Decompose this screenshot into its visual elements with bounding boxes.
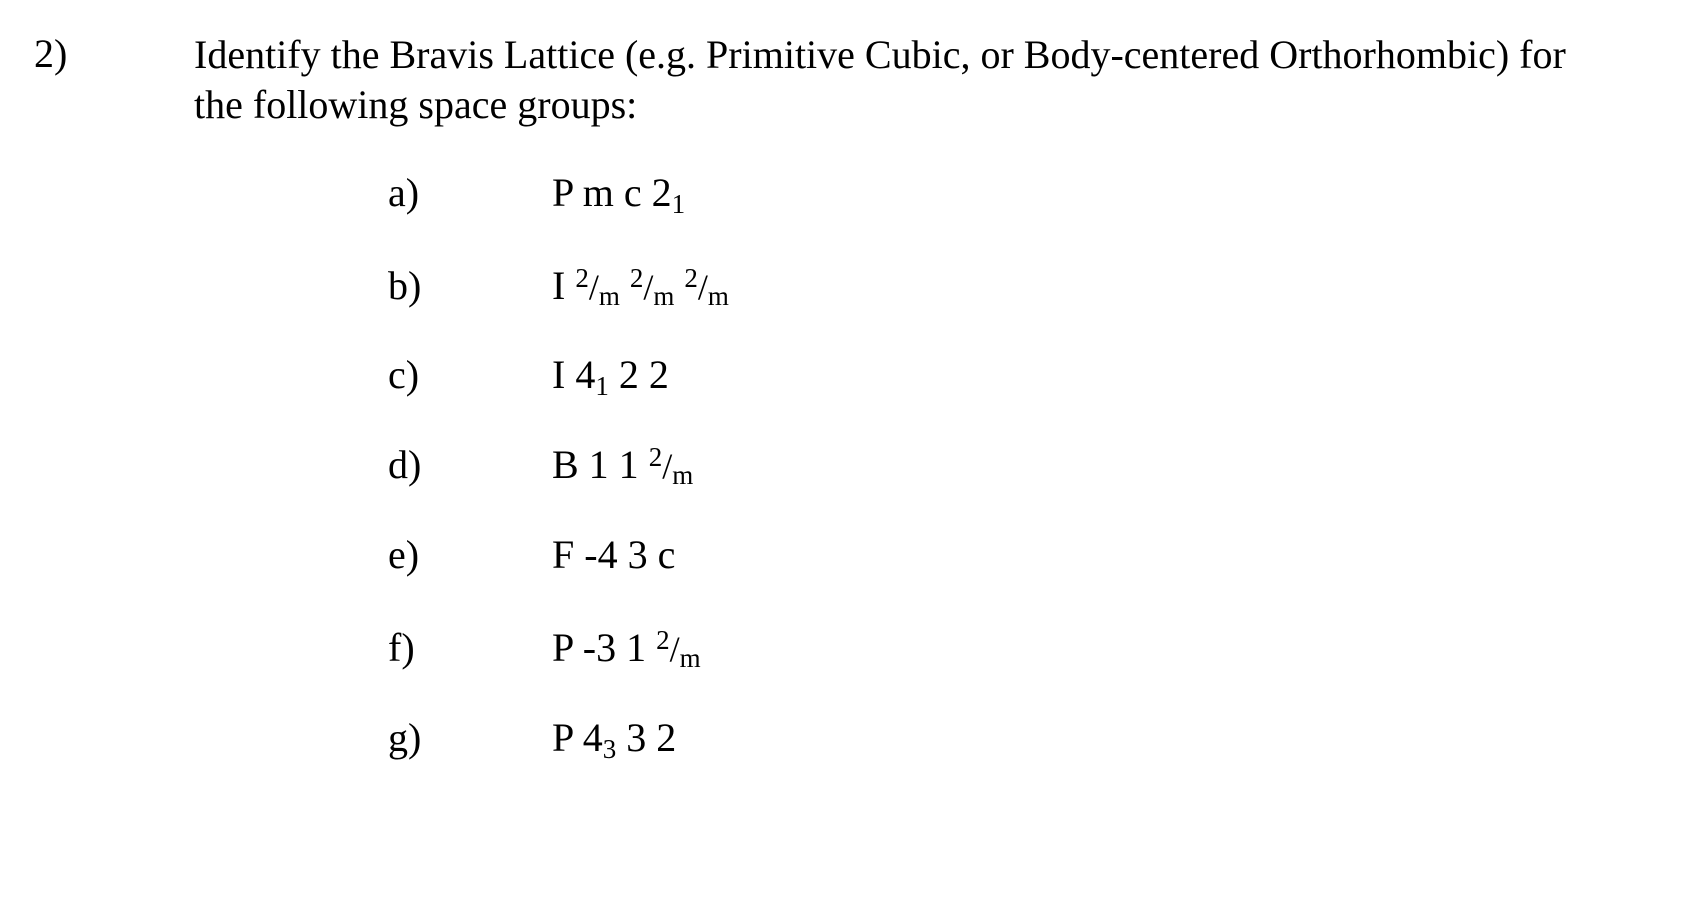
symbol-text: 2 2 [608,352,669,397]
item-label: b) [388,263,422,308]
space-group-symbol [552,256,729,320]
fraction-slash: / [669,629,680,669]
symbol-fraction [575,263,620,311]
fraction-denominator: m [672,460,694,490]
symbol-subscript: 3 [602,734,617,764]
fraction-numerator: 2 [629,263,644,293]
space-group-item [0,708,1696,768]
fraction-slash: / [643,267,654,307]
symbol-text: P m c 2 [552,170,672,215]
symbol-text: I 4 [552,352,596,397]
prompt-line-2: the following space groups: [194,82,638,127]
item-label: c) [388,352,420,397]
fraction-slash: / [588,267,599,307]
symbol-fraction [656,625,701,673]
symbol-text: P 4 [552,715,603,760]
item-label: f) [388,625,415,670]
space-group-symbol [552,163,685,227]
space-group-item [0,163,1696,223]
fraction-numerator: 2 [684,263,698,293]
symbol-subscript: 1 [671,189,686,219]
fraction-slash: / [662,446,673,486]
prompt-line-1: Identify the Bravis Lattice (e.g. Primitive Cubic, or Body-centered Orthorhombic) for [194,32,1566,77]
space-group-symbol [552,525,675,585]
fraction-denominator: m [707,281,729,311]
symbol-text [620,263,630,308]
fraction-numerator: 2 [648,442,663,472]
space-group-symbol [552,708,676,772]
item-label: e) [388,532,420,577]
fraction-numerator: 2 [575,263,589,293]
symbol-fraction [648,442,694,490]
question-prompt [194,30,1674,130]
question-number: 2) [34,31,68,76]
symbol-text: 3 2 [616,715,677,760]
space-group-item [0,525,1696,585]
item-label: a) [388,170,420,215]
item-label: d) [388,442,422,487]
fraction-denominator: m [653,281,675,311]
symbol-fraction [684,263,729,311]
fraction-numerator: 2 [656,625,670,655]
space-group-symbol [552,435,693,499]
symbol-text: P -3 1 [552,625,657,670]
item-label: g) [388,715,422,760]
fraction-denominator: m [598,281,620,311]
symbol-text: F -4 3 c [552,532,676,577]
symbol-fraction [629,263,675,311]
fraction-slash: / [697,267,708,307]
space-group-symbol [552,618,701,682]
space-group-item [0,256,1696,316]
space-group-item [0,435,1696,495]
symbol-text [674,263,684,308]
space-group-symbol [552,345,669,409]
space-group-item [0,345,1696,405]
symbol-text: I [552,263,576,308]
symbol-text: B 1 1 [552,442,649,487]
fraction-denominator: m [679,643,701,673]
space-group-item [0,618,1696,678]
symbol-subscript: 1 [595,371,609,401]
